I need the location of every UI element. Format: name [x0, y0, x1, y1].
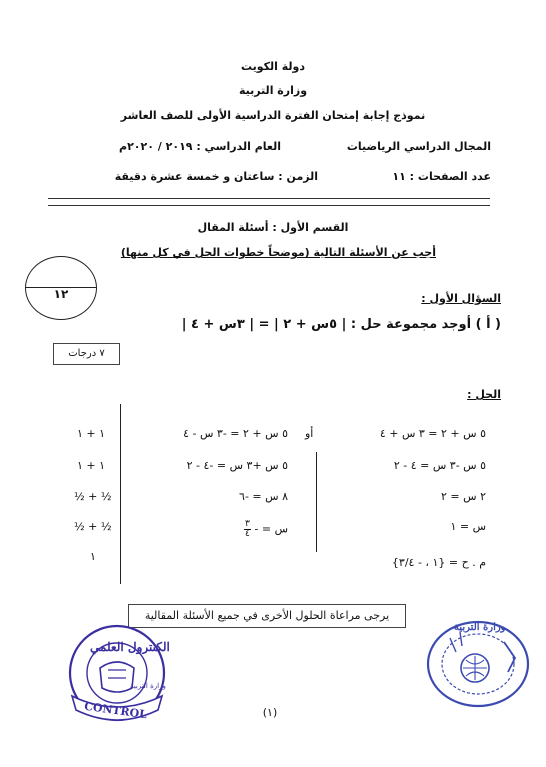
ministry-title: وزارة التربية — [238, 84, 308, 97]
control-stamp — [62, 618, 172, 728]
question-part-a: ( أ ) أوجد مجموعة حل : | ٥س + ٢ | = | ٣س + ٤ | — [181, 317, 501, 332]
score-column-divider — [120, 404, 121, 584]
score-value: ١٢ — [53, 287, 69, 301]
marks-box — [53, 343, 120, 365]
case1-step3: ٢ س = ٢ — [441, 490, 486, 503]
section-title: القسم الأول : أسئلة المقال — [197, 221, 349, 234]
case2-step3: ٨ س = -٦ — [239, 490, 288, 503]
year-label: العام الدراسي : ٢٠١٩ / ٢٠٢٠م — [119, 140, 281, 153]
score-circle — [25, 256, 97, 320]
control-stamp-inner: وزارة التربية — [130, 682, 166, 690]
score-row-1: ١ + ١ — [77, 427, 106, 440]
section-instruction: أجب عن الأسئلة التالية (موضحاً خطوات الحل في كل منها) — [120, 246, 436, 259]
case2-fraction — [244, 520, 251, 539]
note-text: يرجى مراعاة الحلول الأخرى في جميع الأسئلة المقالية — [144, 609, 390, 622]
control-stamp-ribbon: CONTROL — [83, 699, 148, 722]
or-word: أو — [305, 427, 314, 440]
case1-step4: س = ١ — [450, 520, 486, 533]
case1-step1: ٥ س + ٢ = ٣ س + ٤ — [379, 427, 486, 440]
solution-label: الحل : — [467, 388, 501, 401]
field-label: المجال الدراسي الرياضيات — [346, 140, 491, 153]
country-title: دولة الكويت — [240, 60, 306, 73]
solution-set: م . ح = {١ ، - ٣/٤} — [391, 556, 486, 569]
header-separator — [48, 198, 490, 206]
case2-step2: ٥ س +٣ س = -٤ - ٢ — [186, 459, 288, 472]
case2-step1: ٥ س + ٢ = -٣ س - ٤ — [183, 427, 288, 440]
case2-fraction-den: ٤ — [245, 529, 250, 539]
case2-step4-text: س = - — [254, 522, 288, 536]
score-row-2: ١ + ١ — [77, 459, 106, 472]
ministry-stamp — [420, 612, 530, 722]
marks-text: ٧ درجات — [68, 348, 105, 359]
pages-label: عدد الصفحات : ١١ — [392, 170, 491, 183]
question-label: السؤال الأول : — [421, 292, 501, 305]
case2-fraction-num: ٣ — [245, 519, 250, 529]
exam-title: نموذج إجابة إمتحان الفترة الدراسية الأولى للصف العاشر — [120, 109, 426, 122]
page-number: (١) — [262, 706, 278, 719]
ministry-stamp-arc: وزارة التربية — [454, 622, 506, 633]
score-row-5: ١ — [90, 550, 96, 563]
case1-step2: ٥ س -٣ س = ٤ - ٢ — [393, 459, 486, 472]
score-row-4: ½ + ½ — [74, 520, 112, 533]
case2-step4 — [244, 520, 288, 539]
case-divider — [316, 452, 317, 552]
control-stamp-arc: الكنترول العلمي — [90, 640, 170, 654]
time-label: الزمن : ساعتان و خمسة عشرة دقيقة — [114, 170, 318, 183]
score-row-3: ½ + ½ — [74, 490, 112, 503]
